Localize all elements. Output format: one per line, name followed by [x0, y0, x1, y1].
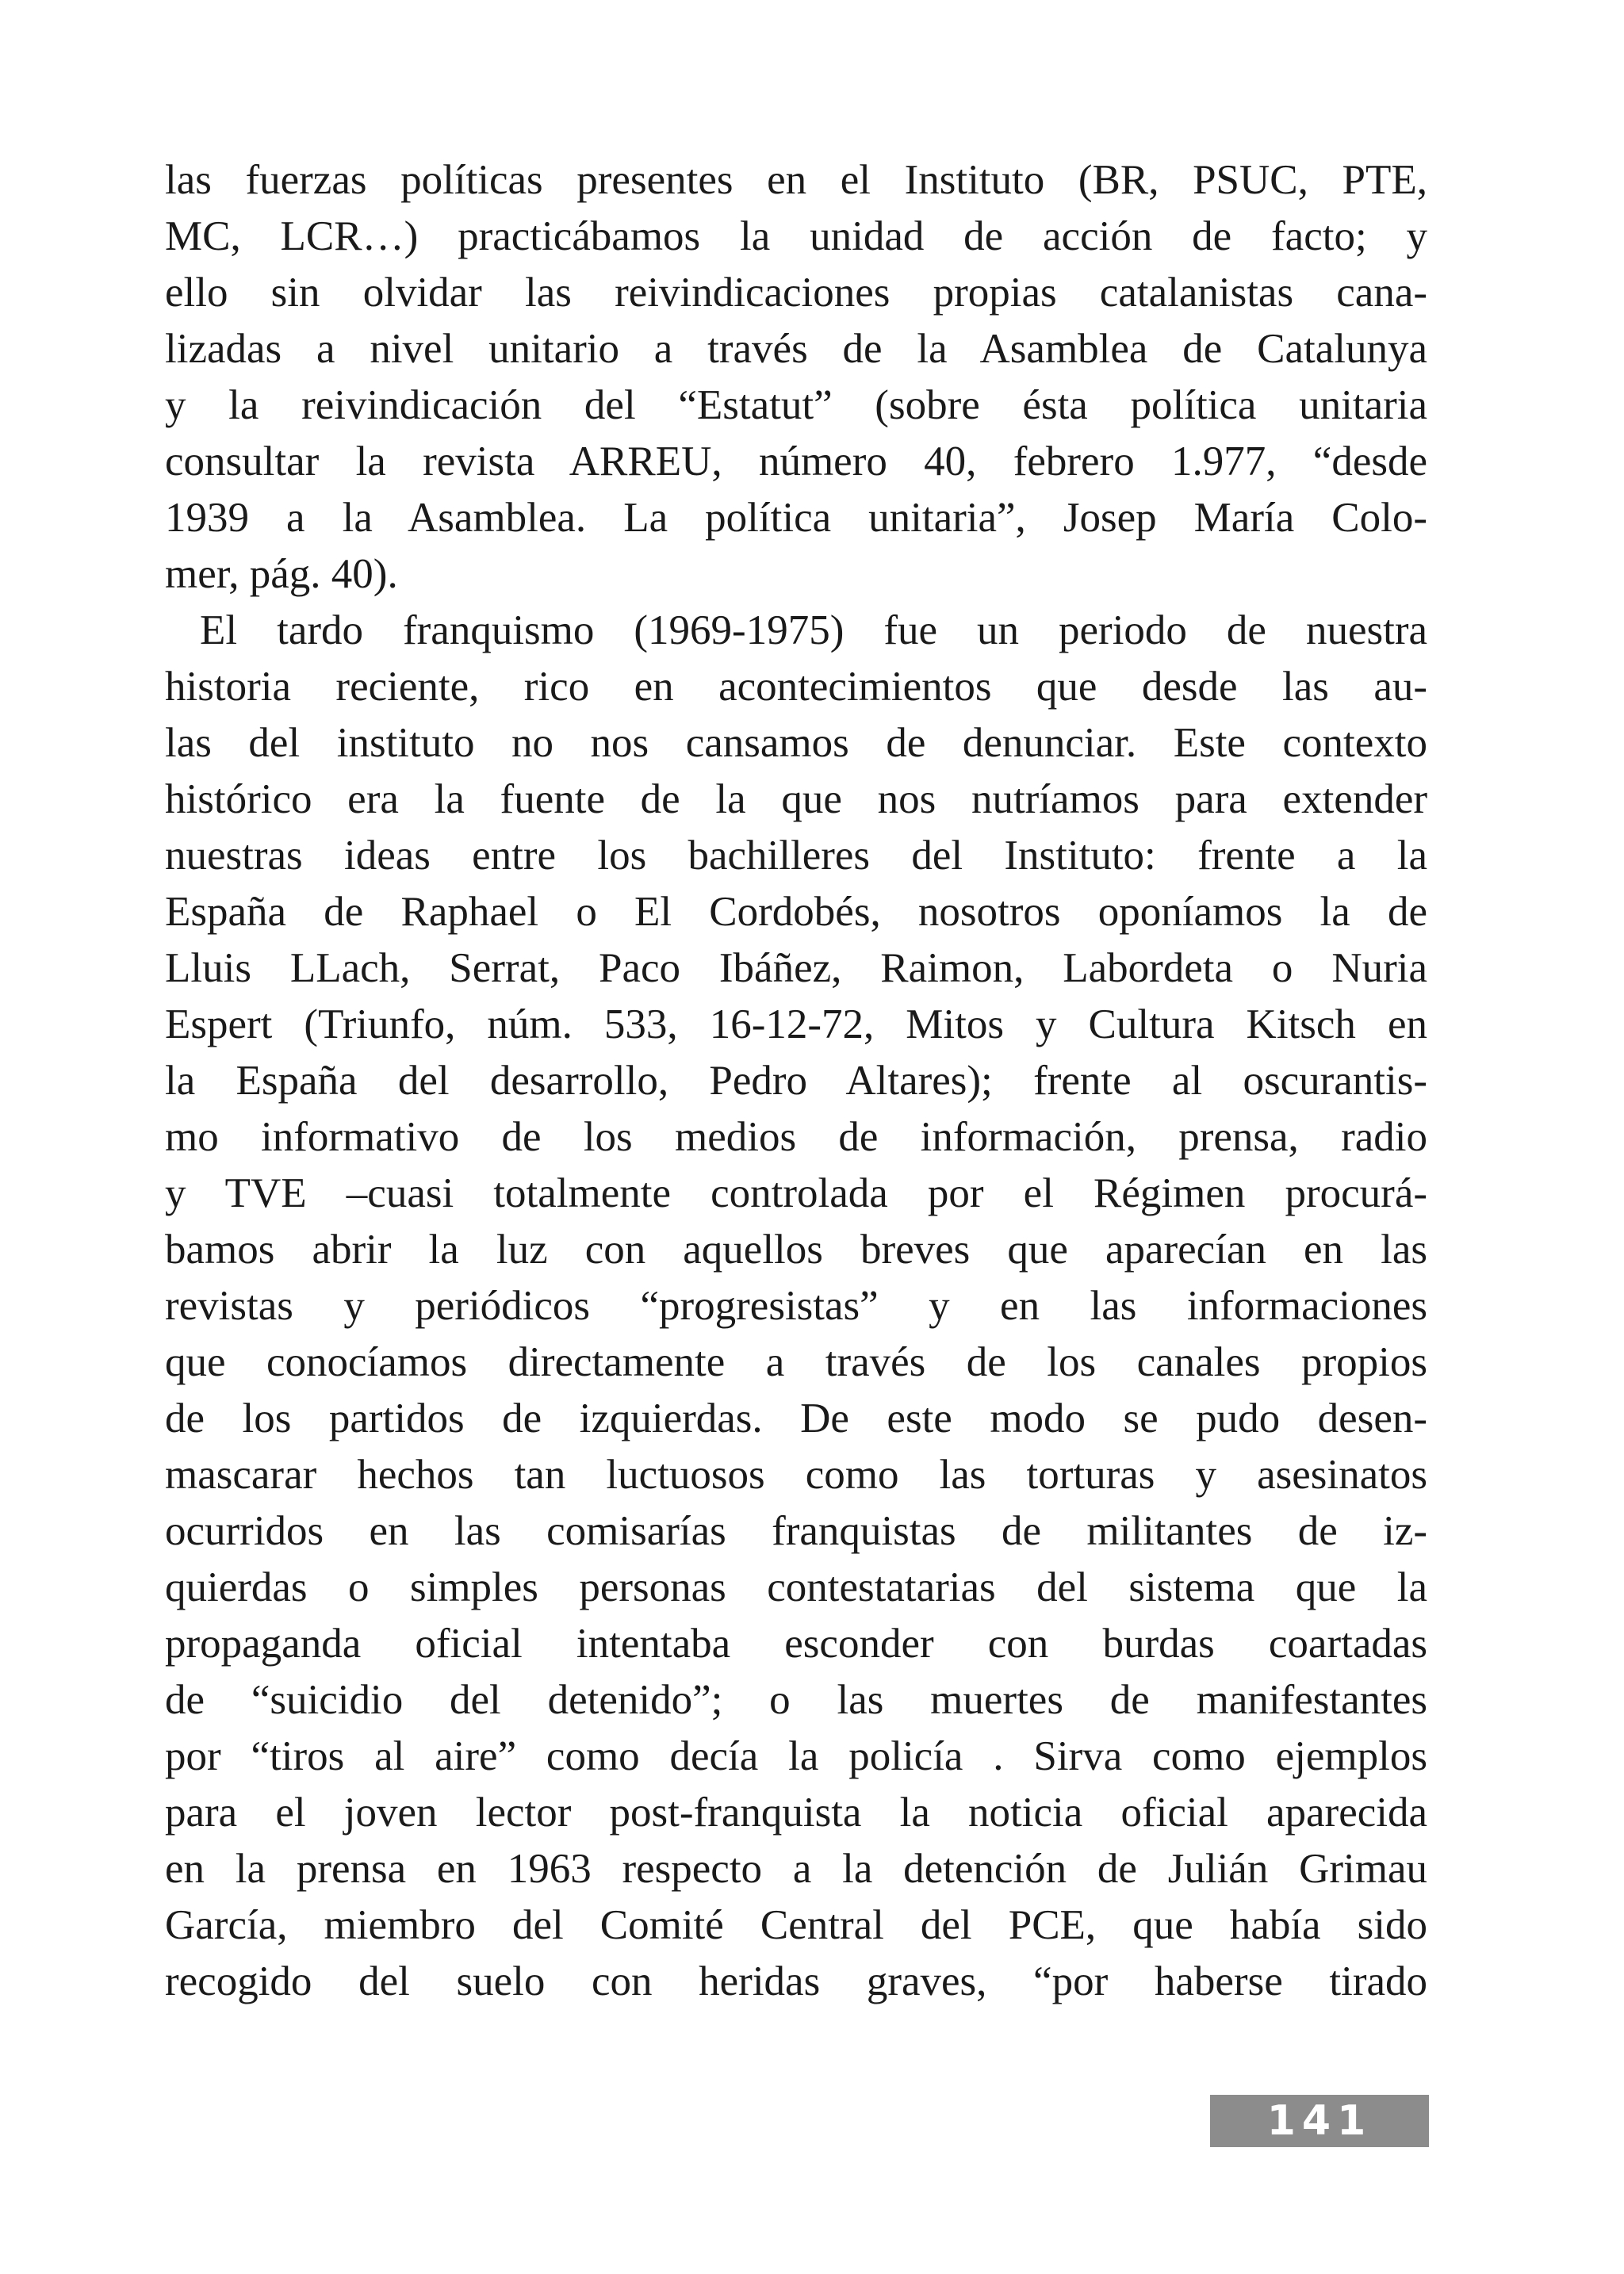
text-line: mascarar hechos tan luctuosos como las torturas y asesinatos — [165, 1452, 1427, 1498]
text-line: y TVE –cuasi totalmente controlada por el Régimen procurá- — [165, 1170, 1427, 1216]
text-line: Lluis LLach, Serrat, Paco Ibáñez, Raimon, Labordeta o Nuria — [165, 945, 1427, 991]
text-line: histórico era la fuente de la que nos nutríamos para extender — [165, 776, 1427, 822]
text-line: las del instituto no nos cansamos de denunciar. Este contexto — [165, 720, 1427, 766]
text-line: por “tiros al aire” como decía la policía . Sirva como ejemplos — [165, 1733, 1427, 1779]
text-line: España de Raphael o El Cordobés, nosotros oponíamos la de — [165, 889, 1427, 935]
text-line: lizadas a nivel unitario a través de la Asamblea de Catalunya — [165, 326, 1427, 372]
text-line: las fuerzas políticas presentes en el Instituto (BR, PSUC, PTE, — [165, 157, 1427, 203]
text-line: recogido del suelo con heridas graves, “por haberse tirado — [165, 1958, 1427, 2004]
page-number: 141 — [1266, 2097, 1373, 2145]
text-line: ello sin olvidar las reivindicaciones propias catalanistas cana- — [165, 270, 1427, 316]
text-line: ocurridos en las comisarías franquistas de militantes de iz- — [165, 1508, 1427, 1554]
text-line: en la prensa en 1963 respecto a la detención de Julián Grimau — [165, 1846, 1427, 1892]
text-line: García, miembro del Comité Central del PCE, que había sido — [165, 1902, 1427, 1948]
text-line: y la reivindicación del “Estatut” (sobre ésta política unitaria — [165, 382, 1427, 428]
text-line: mer, pág. 40). — [165, 551, 398, 597]
paragraph-2 — [165, 603, 1427, 2010]
text-line: 1939 a la Asamblea. La política unitaria”, Josep María Colo- — [165, 495, 1427, 541]
body-text — [165, 152, 1427, 2010]
text-line: para el joven lector post-franquista la noticia oficial aparecida — [165, 1790, 1427, 1836]
text-line: que conocíamos directamente a través de los canales propios — [165, 1339, 1427, 1385]
text-line: propaganda oficial intentaba esconder con burdas coartadas — [165, 1621, 1427, 1667]
text-line: El tardo franquismo (1969-1975) fue un periodo de nuestra — [200, 607, 1427, 653]
text-line: nuestras ideas entre los bachilleres del Instituto: frente a la — [165, 833, 1427, 879]
text-line: Espert (Triunfo, núm. 533, 16-12-72, Mitos y Cultura Kitsch en — [165, 1001, 1427, 1047]
text-line: quierdas o simples personas contestatarias del sistema que la — [165, 1564, 1427, 1610]
text-line: de los partidos de izquierdas. De este modo se pudo desen- — [165, 1395, 1427, 1441]
text-line: la España del desarrollo, Pedro Altares); frente al oscurantis- — [165, 1058, 1427, 1104]
text-line: mo informativo de los medios de información, prensa, radio — [165, 1114, 1427, 1160]
text-line: MC, LCR…) practicábamos la unidad de acción de facto; y — [165, 213, 1427, 259]
text-line: de “suicidio del detenido”; o las muertes de manifestantes — [165, 1677, 1427, 1723]
page-number-badge — [1210, 2095, 1429, 2147]
text-line: historia reciente, rico en acontecimientos que desde las au- — [165, 664, 1427, 710]
text-line: bamos abrir la luz con aquellos breves que aparecían en las — [165, 1227, 1427, 1273]
paragraph-1 — [165, 152, 1427, 603]
text-line: revistas y periódicos “progresistas” y en las informaciones — [165, 1283, 1427, 1329]
text-line: consultar la revista ARREU, número 40, febrero 1.977, “desde — [165, 438, 1427, 484]
